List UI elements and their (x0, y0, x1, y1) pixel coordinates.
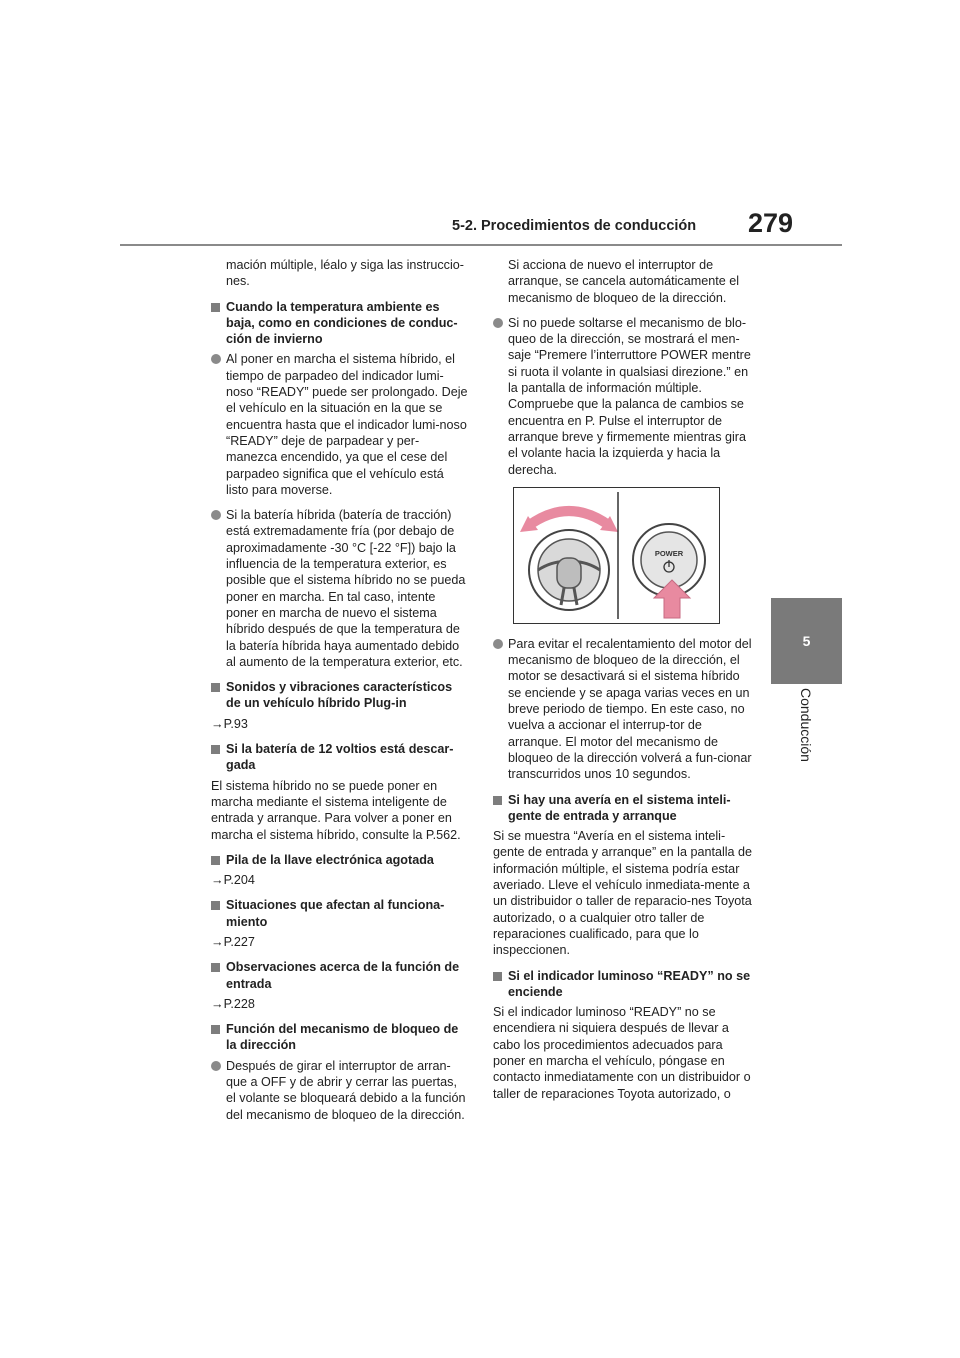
heading-entry-notes (211, 959, 469, 992)
bullet-text: Para evitar el recalentamiento del motor del mecanismo de bloqueo de la dirección, el motor se desactivará si el sistema híbrido se enciende y se apaga varias veces en un breve periodo de tiempo. En este caso, no vuelva a accionar el interrup-tor de arranque. El motor del mecanismo de bloqueo de la dirección volverá a fun-cionar transcurridos unos 10 segundos. (508, 636, 752, 782)
bullet-text: Si no puede soltarse el mecanismo de blo-queo de la dirección, se mostrará el men-saje “Premere l’interruttore POWER mentre si ruota il volante in qualsiasi direzione.” en la pantalla de información múltiple. (508, 315, 751, 396)
continued-text: mación múltiple, léalo y siga las instruccio-nes. (226, 258, 464, 289)
square-bullet-icon (211, 745, 220, 754)
page-reference-link[interactable]: →P.227 (211, 934, 255, 949)
heading-operation (211, 897, 469, 930)
square-bullet-icon (211, 901, 220, 910)
continued-text: Si acciona de nuevo el interruptor de arranque, se cancela automáticamente el mecanismo de bloqueo de la dirección. (508, 258, 740, 305)
circle-bullet-icon (211, 510, 221, 520)
heading-text: Si hay una avería en el sistema inteli-gente de entrada y arranque (508, 792, 731, 823)
square-bullet-icon (211, 303, 220, 312)
heading-battery (211, 741, 469, 774)
bullet-item (211, 507, 469, 670)
heading-text: Pila de la llave electrónica agotada (226, 852, 434, 867)
left-column (211, 257, 469, 1132)
circle-bullet-icon (211, 354, 221, 364)
heading-text: Cuando la temperatura ambiente es baja, como en condiciones de conduc-ción de invierno (226, 299, 458, 347)
square-bullet-icon (211, 856, 220, 865)
power-button-label: POWER (654, 548, 684, 558)
heading-steering-lock (211, 1021, 469, 1054)
rotate-arrow-icon (520, 511, 618, 532)
chapter-label-text: Conducción (798, 688, 814, 762)
heading-text: Función del mecanismo de bloqueo de la dirección (226, 1022, 459, 1053)
page-reference-link[interactable]: →P.204 (211, 873, 255, 888)
circle-bullet-icon (211, 1061, 221, 1071)
heading-text: Sonidos y vibraciones característicos de un vehículo híbrido Plug-in (226, 680, 453, 711)
square-bullet-icon (211, 683, 220, 692)
heading-text: Si la batería de 12 voltios está descar-gada (226, 742, 454, 773)
circle-bullet-icon (493, 639, 503, 649)
heading-smart-entry-fault (493, 792, 755, 825)
section-title: 5-2. Procedimientos de conducción (452, 218, 697, 234)
square-bullet-icon (211, 963, 220, 972)
figure-illustration (514, 488, 719, 623)
heading-cold-weather (211, 299, 469, 348)
steering-wheel-icon (529, 530, 609, 610)
heading-text: Situaciones que afectan al funciona-miento (226, 898, 445, 929)
chapter-tab[interactable]: 5 (771, 598, 842, 684)
square-bullet-icon (493, 796, 502, 805)
circle-bullet-icon (493, 318, 503, 328)
page-number: 279 (748, 208, 794, 238)
bullet-item (493, 315, 755, 396)
paragraph: Si se muestra “Avería en el sistema inteli-gente de entrada y arranque” en la pantalla de información múltiple, el sistema podría estar averiado. Lleve el vehículo inmediata-mente a un distribuidor o taller de reparacio-nes Toyota autorizado, o a cualquier otro taller de reparaciones cualificado, para que lo inspeccionen. (493, 829, 753, 958)
heading-key-battery (211, 852, 469, 868)
page-reference-link[interactable]: →P.228 (211, 996, 255, 1011)
steering-power-figure (513, 487, 720, 624)
square-bullet-icon (493, 972, 502, 981)
bullet-text: Después de girar el interruptor de arran-que a OFF y de abrir y cerrar las puertas, el volante se bloqueará debido a la función del mecanismo de bloqueo de la dirección. (226, 1058, 466, 1122)
bullet-continuation: Compruebe que la palanca de cambios se encuentra en P. Pulse el interruptor de arranque breve y firmemente mientras gira el volante hacia la izquierda y hacia la derecha. (508, 397, 746, 477)
heading-sounds (211, 679, 469, 712)
bullet-text: Si la batería híbrida (batería de tracción) está extremadamente fría (por debajo de aproximadamente -30 °C [-22 °F]) bajo la influencia de la temperatura exterior, es posible que el sistema híbrido no se pueda poner en marcha. En tal caso, intente poner en marcha de nuevo el sistema híbrido después de que la temperatura de la batería híbrida haya aumentado debido al aumento de la temperatura exterior, etc. (226, 508, 466, 669)
paragraph: El sistema híbrido no se puede poner en marcha mediante el sistema inteligente de entrada y arranque. Para volver a poner en marcha el sistema híbrido, consulte la P.562. (211, 778, 461, 842)
paragraph: Si el indicador luminoso “READY” no se encendiera ni siquiera después de llevar a cabo los procedimientos adecuados para poner en marcha el vehículo, póngase en contacto inmediatamente con un distribuidor o taller de reparaciones Toyota autorizado, o (493, 1005, 751, 1101)
heading-text: Observaciones acerca de la función de entrada (226, 960, 460, 991)
page-reference-link[interactable]: →P.93 (211, 716, 248, 731)
heading-ready-indicator (493, 968, 755, 1001)
header-divider (120, 244, 842, 246)
bullet-item (211, 1058, 469, 1123)
bullet-item (493, 636, 755, 783)
square-bullet-icon (211, 1025, 220, 1034)
heading-text: Si el indicador luminoso “READY” no se enciende (508, 968, 751, 999)
right-column (493, 257, 755, 1111)
bullet-item (211, 351, 469, 498)
bullet-text: Al poner en marcha el sistema híbrido, el tiempo de parpadeo del indicador lumi-noso “READY” puede ser prolongado. Deje el vehículo en la situación en la que se encuentra hasta que el indicador lumi-noso “READY” deje de parpadear y per-manezca encendido, ya que el cese del parpadeo significa que el vehículo está listo para moverse. (226, 352, 468, 497)
